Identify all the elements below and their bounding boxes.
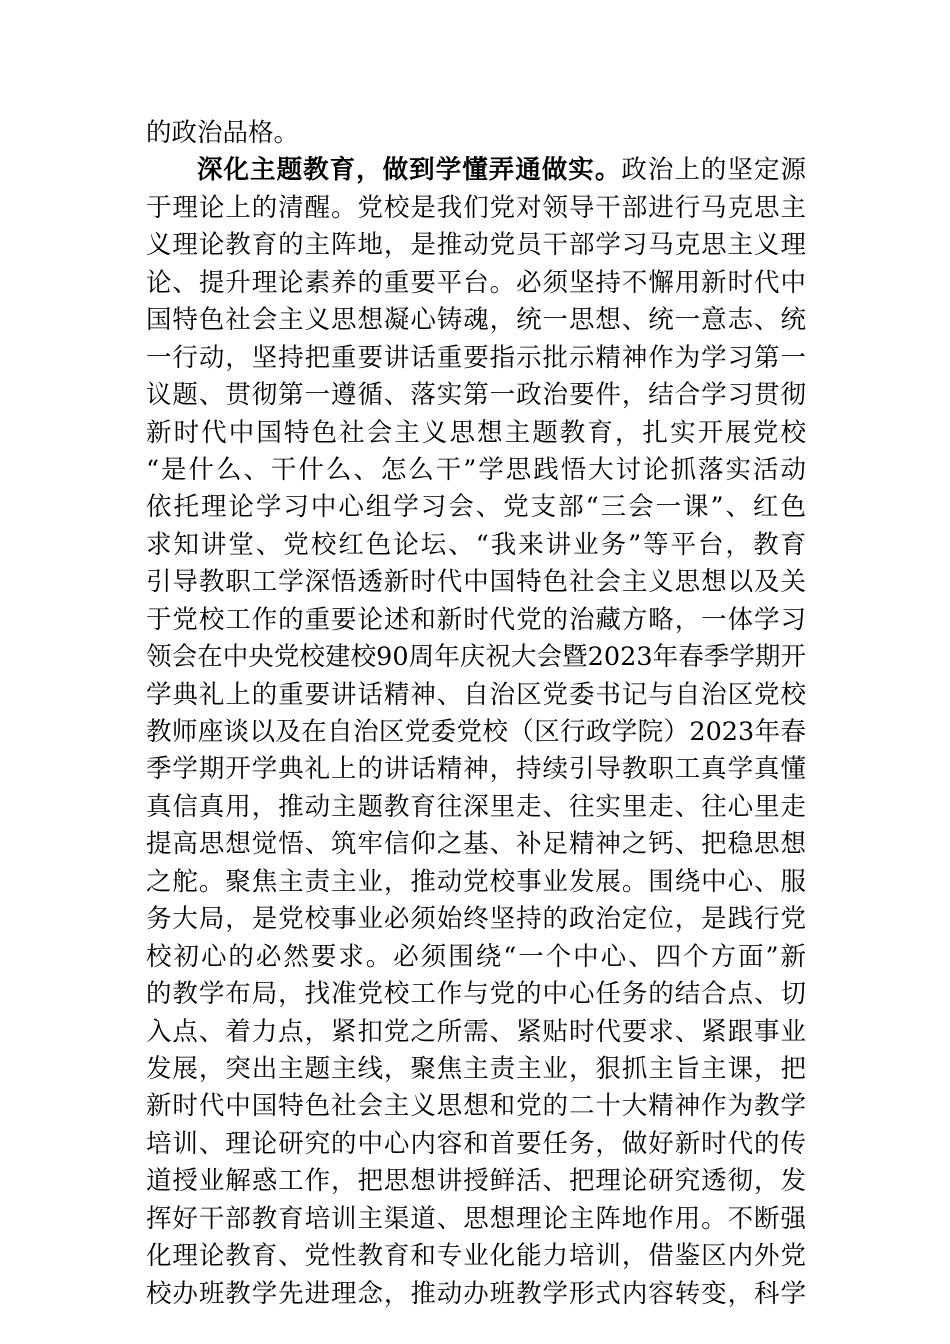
text-line: 化理论教育、党性教育和专业化能力培训，借鉴区内外党 — [146, 1241, 806, 1272]
text-line: 挥好干部教育培训主渠道、思想理论主阵地作用。不断强 — [146, 1203, 806, 1234]
paragraph-heading: 深化主题教育，做到学懂弄通做实。 — [197, 155, 622, 186]
text-line: 之舵。聚焦主责主业，推动党校事业发展。围绕中心、服 — [146, 866, 806, 897]
text-line: 道授业解惑工作，把思想讲授鲜活、把理论研究透彻，发 — [146, 1166, 806, 1197]
text-line: 求知讲堂、党校红色论坛、“我来讲业务”等平台，教育 — [146, 529, 806, 560]
text-line: 培训、理论研究的中心内容和首要任务，做好新时代的传 — [146, 1128, 806, 1159]
text-line: 一行动，坚持把重要讲话重要指示批示精神作为学习第一 — [146, 342, 806, 373]
text-line: 校初心的必然要求。必须围绕“一个中心、四个方面”新 — [146, 941, 806, 972]
text-line: 于党校工作的重要论述和新时代党的治藏方略，一体学习 — [146, 604, 806, 635]
text-line: 提高思想觉悟、筑牢信仰之基、补足精神之钙、把稳思想 — [146, 829, 806, 860]
text-line: 论、提升理论素养的重要平台。必须坚持不懈用新时代中 — [146, 267, 806, 298]
text-line: 入点、着力点，紧扣党之所需、紧贴时代要求、紧跟事业 — [146, 1016, 806, 1047]
text-line: 政治上的坚定源 — [621, 155, 806, 186]
text-line: 义理论教育的主阵地，是推动党员干部学习马克思主义理 — [146, 230, 806, 261]
text-line: 引导教职工学深悟透新时代中国特色社会主义思想以及关 — [146, 567, 806, 598]
text-line: 新时代中国特色社会主义思想主题教育，扎实开展党校 — [146, 417, 806, 448]
paragraph-first-line — [146, 152, 806, 189]
body-text — [146, 115, 806, 1313]
text-line: 真信真用，推动主题教育往深里走、往实里走、往心里走 — [146, 791, 806, 822]
text-line: 议题、贯彻第一遵循、落实第一政治要件，结合学习贯彻 — [146, 380, 806, 411]
text-line: 校办班教学先进理念，推动办班教学形式内容转变，科学 — [146, 1278, 806, 1309]
text-line: 学典礼上的重要讲话精神、自治区党委书记与自治区党校 — [146, 679, 806, 710]
text-line: 于理论上的清醒。党校是我们党对领导干部进行马克思主 — [146, 192, 806, 223]
text-line: 务大局，是党校事业必须始终坚持的政治定位，是践行党 — [146, 904, 806, 935]
text-line: “是什么、干什么、怎么干”学思践悟大讨论抓落实活动 — [146, 454, 806, 485]
text-line: 依托理论学习中心组学习会、党支部“三会一课”、红色 — [146, 492, 806, 523]
text-line: 新时代中国特色社会主义思想和党的二十大精神作为教学 — [146, 1091, 806, 1122]
text-line: 教师座谈以及在自治区党委党校（区行政学院）2023年春 — [146, 717, 806, 747]
text-line: 发展，突出主题主线，聚焦主责主业，狠抓主旨主课，把 — [146, 1053, 806, 1084]
text-line: 季学期开学典礼上的讲话精神，持续引导教职工真学真懂 — [146, 754, 806, 785]
text-line: 的政治品格。 — [146, 118, 300, 148]
text-line: 的教学布局，找准党校工作与党的中心任务的结合点、切 — [146, 979, 806, 1010]
text-line: 国特色社会主义思想凝心铸魂，统一思想、统一意志、统 — [146, 305, 806, 336]
text-line: 领会在中央党校建校90周年庆祝大会暨2023年春季学期开 — [146, 642, 806, 673]
